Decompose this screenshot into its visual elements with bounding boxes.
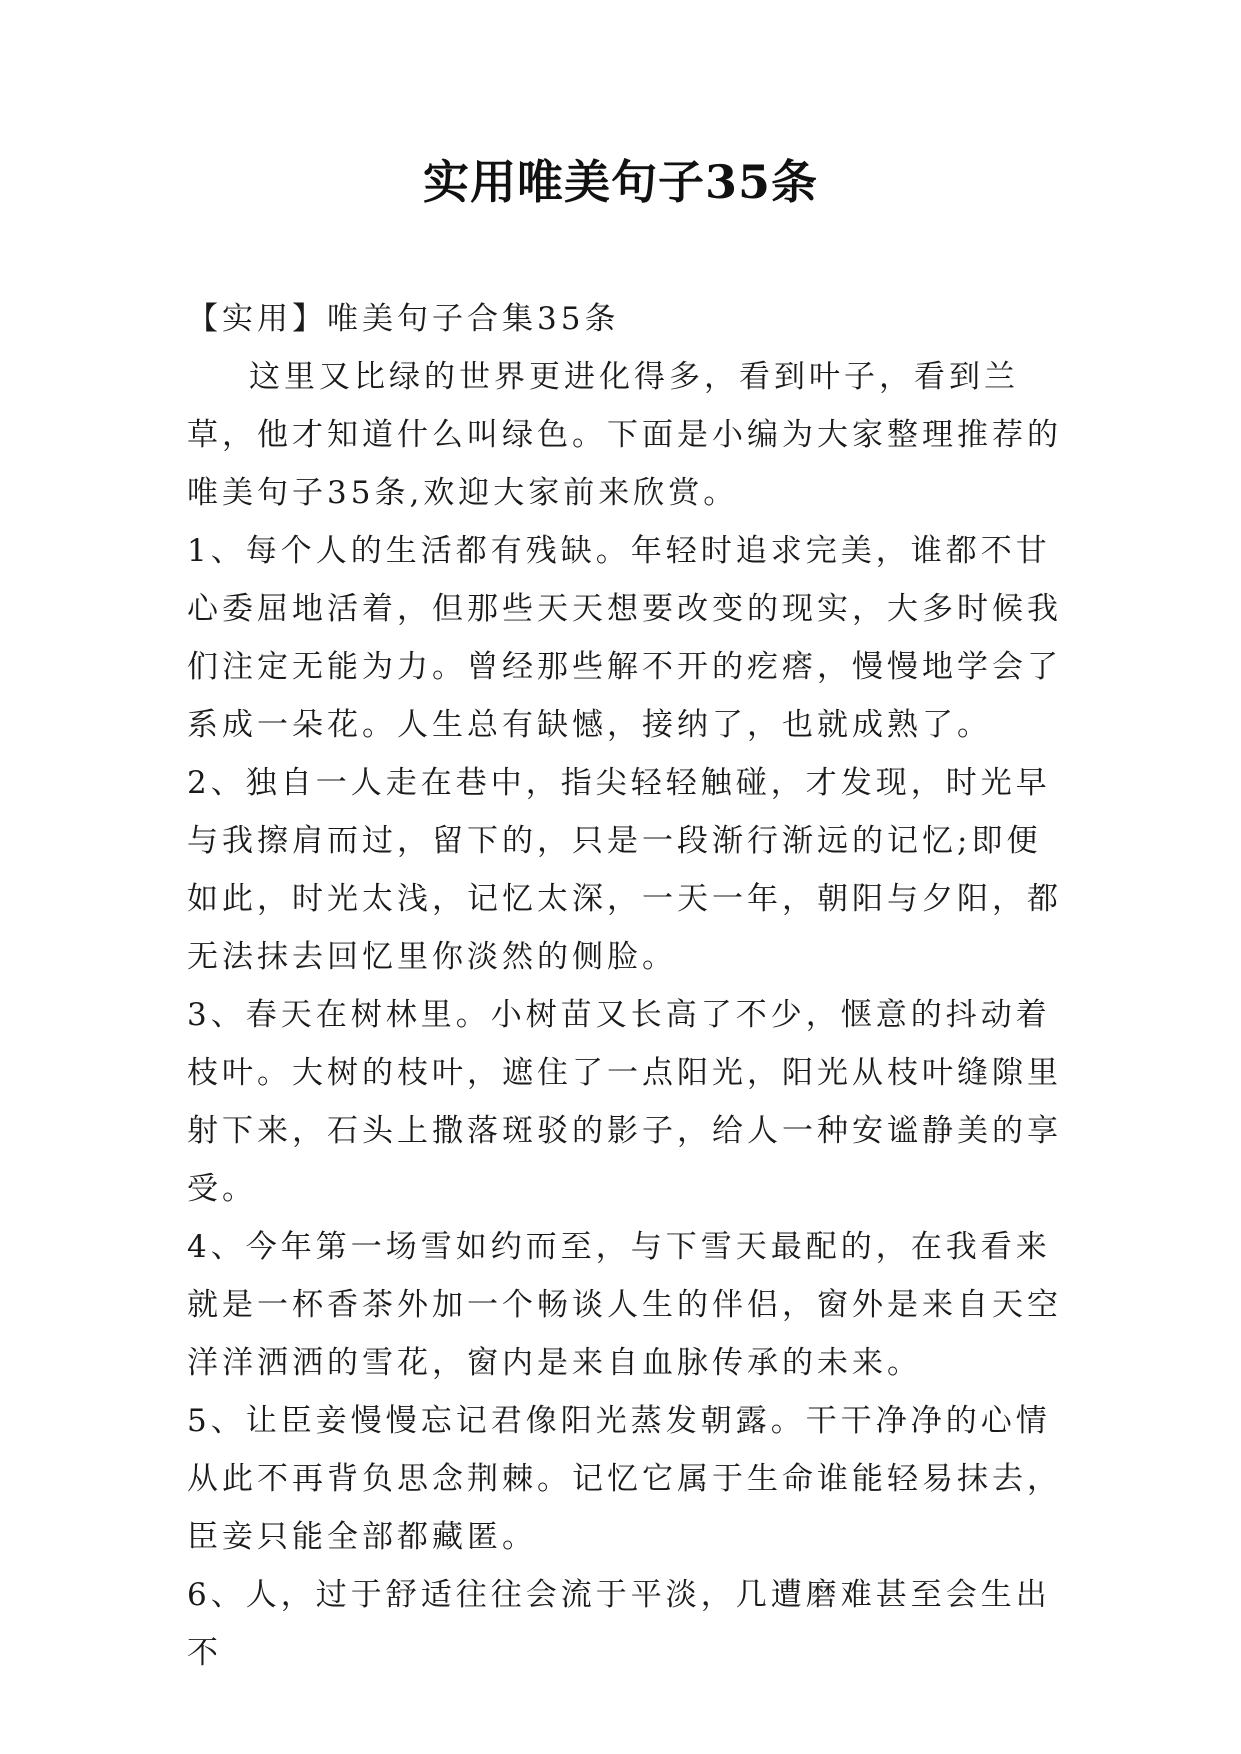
list-item: 5、让臣妾慢慢忘记君像阳光蒸发朝露。干干净净的心情从此不再背负思念荆棘。记忆它属于生命谁能轻易抹去，臣妾只能全部都藏匿。 — [187, 1403, 1062, 1555]
list-item: 3、春天在树林里。小树苗又长高了不少，惬意的抖动着枝叶。大树的枝叶，遮住了一点阳光，阳光从枝叶缝隙里射下来，石头上撒落斑驳的影子，给人一种安谧静美的享受。 — [187, 997, 1062, 1207]
document-body — [187, 290, 1067, 1682]
page-title: 实用唯美句子35条 — [422, 155, 818, 209]
list-item: 2、独自一人走在巷中，指尖轻轻触碰，才发现，时光早与我擦肩而过，留下的，只是一段渐行渐远的记忆;即便如此，时光太浅，记忆太深，一天一年，朝阳与夕阳，都无法抹去回忆里你淡然的侧脸。 — [187, 765, 1062, 975]
list-item: 1、每个人的生活都有残缺。年轻时追求完美，谁都不甘心委屈地活着，但那些天天想要改变的现实，大多时候我们注定无能为力。曾经那些解不开的疙瘩，慢慢地学会了系成一朵花。人生总有缺憾，接纳了，也就成熟了。 — [187, 533, 1062, 743]
list-item: 6、人，过于舒适往往会流于平淡，几遭磨难甚至会生出不 — [187, 1577, 1051, 1671]
subtitle: 【实用】唯美句子合集35条 — [187, 301, 620, 337]
list-item: 4、今年第一场雪如约而至，与下雪天最配的，在我看来就是一杯香茶外加一个畅谈人生的伴侣，窗外是来自天空洋洋洒洒的雪花，窗内是来自血脉传承的未来。 — [187, 1229, 1062, 1381]
intro-paragraph: 这里又比绿的世界更进化得多，看到叶子，看到兰草，他才知道什么叫绿色。下面是小编为大家整理推荐的唯美句子35条,欢迎大家前来欣赏。 — [187, 359, 1062, 511]
